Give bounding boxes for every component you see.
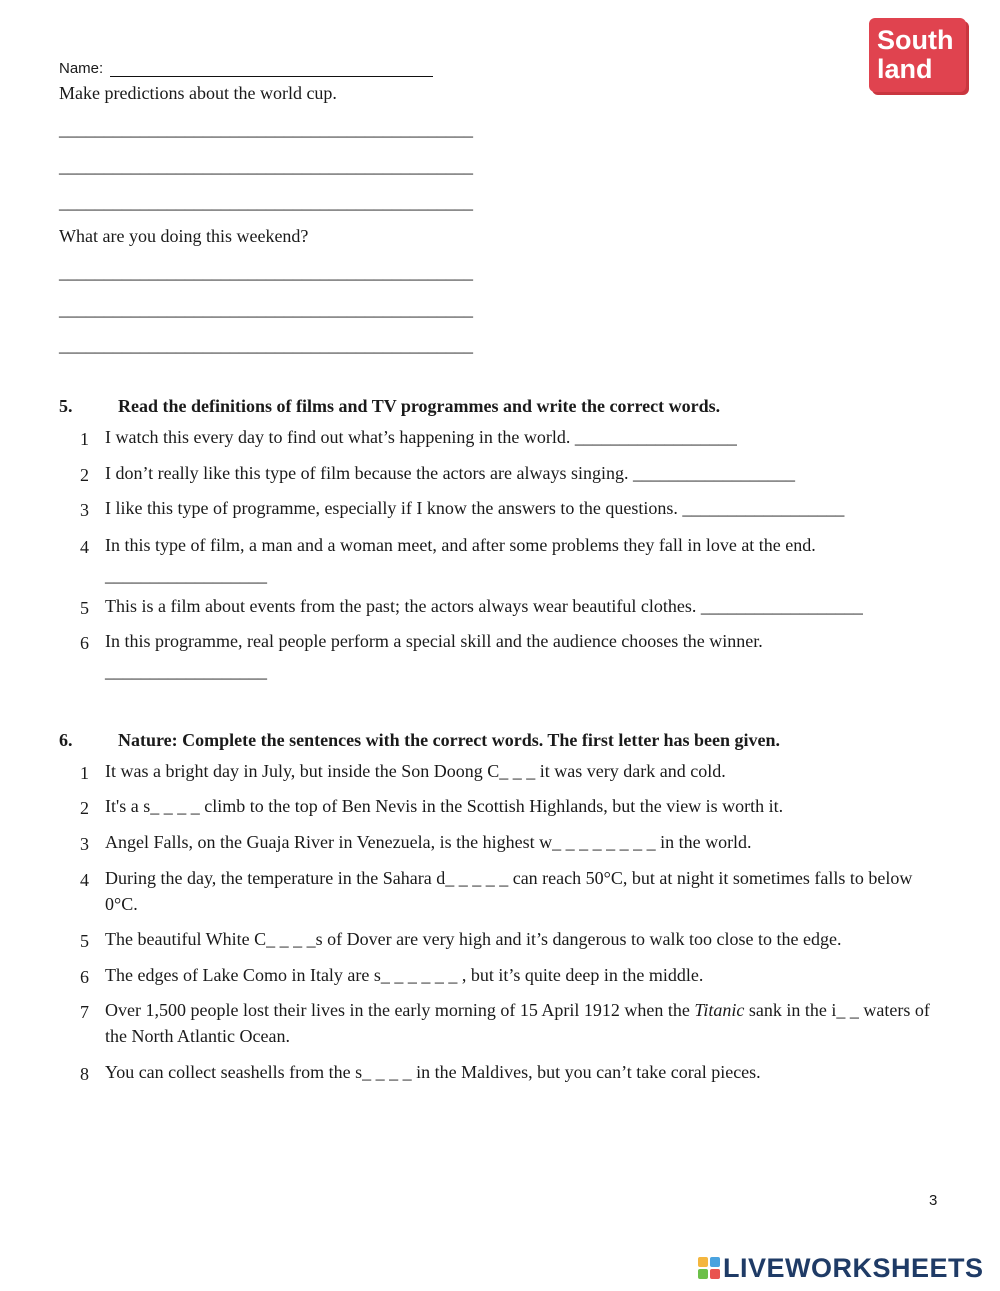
brand-block [698, 1269, 708, 1279]
brand-text: LIVEWORKSHEETS [723, 1252, 984, 1283]
item-number: 3 [80, 834, 89, 854]
brand-block [698, 1257, 708, 1267]
item-number: 4 [80, 870, 89, 890]
answer-blank[interactable]: __________________ [105, 565, 267, 585]
exercise-6-item-2: It's a s_ _ _ _ climb to the top of Ben Nevis in the Scottish Highlands, but the view is worth it. [105, 796, 784, 816]
item-number: 5 [80, 598, 89, 618]
weekend-prompt: What are you doing this weekend? [59, 226, 309, 246]
exercise-5-item-6: In this programme, real people perform a special skill and the audience chooses the winner. [105, 631, 763, 651]
item-7-text-before: Over 1,500 people lost their lives in the early morning of 15 April 1912 when the [105, 1000, 695, 1020]
exercise-5-number: 5. [59, 396, 73, 416]
item-number: 1 [80, 429, 89, 449]
southland-logo [869, 18, 966, 92]
item-number: 6 [80, 967, 89, 987]
answer-line[interactable]: ______________________________________________ [59, 299, 473, 319]
answer-line[interactable]: ______________________________________________ [59, 156, 473, 176]
exercise-6-item-4: During the day, the temperature in the Sahara d_ _ _ _ _ can reach 50°C, but at night it sometimes falls to below 0°C. [105, 868, 913, 914]
logo-line-2: land [877, 54, 933, 84]
name-label: Name: [59, 60, 104, 77]
brand-blocks-icon [698, 1257, 720, 1279]
exercise-6-title: Nature: Complete the sentences with the correct words. The first letter has been given. [118, 730, 781, 750]
exercise-6-item-6: The edges of Lake Como in Italy are s_ _ _ _ _ _ , but it’s quite deep in the middle. [105, 965, 704, 985]
item-7-text-after: sank in the i_ _ waters of the North Atlantic Ocean. [105, 1000, 930, 1046]
item-number: 1 [80, 763, 89, 783]
name-field[interactable] [110, 61, 433, 77]
answer-line[interactable]: ______________________________________________ [59, 335, 473, 355]
item-number: 6 [80, 633, 89, 653]
exercise-5-title: Read the definitions of films and TV programmes and write the correct words. [118, 396, 721, 416]
item-number: 2 [80, 798, 89, 818]
item-number: 5 [80, 931, 89, 951]
answer-line[interactable]: ______________________________________________ [59, 119, 473, 139]
exercise-5-item-1: I watch this every day to find out what’s happening in the world. __________________ [105, 427, 737, 447]
exercise-6-item-5: The beautiful White C_ _ _ _s of Dover are very high and it’s dangerous to walk too close to the edge. [105, 929, 842, 949]
exercise-5-item-3: I like this type of programme, especially if I know the answers to the questions. __________________ [105, 498, 845, 518]
exercise-6-item-7 [105, 997, 935, 1049]
exercise-6-item-1: It was a bright day in July, but inside the Son Doong C_ _ _ it was very dark and cold. [105, 761, 726, 781]
item-number: 3 [80, 500, 89, 520]
item-number: 4 [80, 537, 89, 557]
item-7-titanic: Titanic [694, 1000, 745, 1020]
exercise-5-item-4: In this type of film, a man and a woman meet, and after some problems they fall in love at the end. [105, 535, 816, 555]
item-number: 8 [80, 1064, 89, 1084]
exercise-6-number: 6. [59, 730, 73, 750]
logo-line-1: South [877, 25, 954, 55]
exercise-6-item-8: You can collect seashells from the s_ _ _ _ in the Maldives, but you can’t take coral pieces. [105, 1062, 761, 1082]
answer-blank[interactable]: __________________ [105, 661, 267, 681]
brand-block [710, 1257, 720, 1267]
answer-line[interactable]: ______________________________________________ [59, 192, 473, 212]
answer-line[interactable]: ______________________________________________ [59, 262, 473, 282]
item-number: 2 [80, 465, 89, 485]
predictions-prompt: Make predictions about the world cup. [59, 83, 337, 103]
page-number: 3 [929, 1192, 938, 1209]
item-number: 7 [80, 1002, 89, 1022]
exercise-6-item-3: Angel Falls, on the Guaja River in Venezuela, is the highest w_ _ _ _ _ _ _ _ in the world. [105, 832, 752, 852]
brand-block [710, 1269, 720, 1279]
exercise-5-item-2: I don’t really like this type of film because the actors are always singing. __________________ [105, 463, 796, 483]
exercise-5-item-5: This is a film about events from the past; the actors always wear beautiful clothes. __________________ [105, 596, 863, 616]
liveworksheets-brand [698, 1251, 984, 1285]
